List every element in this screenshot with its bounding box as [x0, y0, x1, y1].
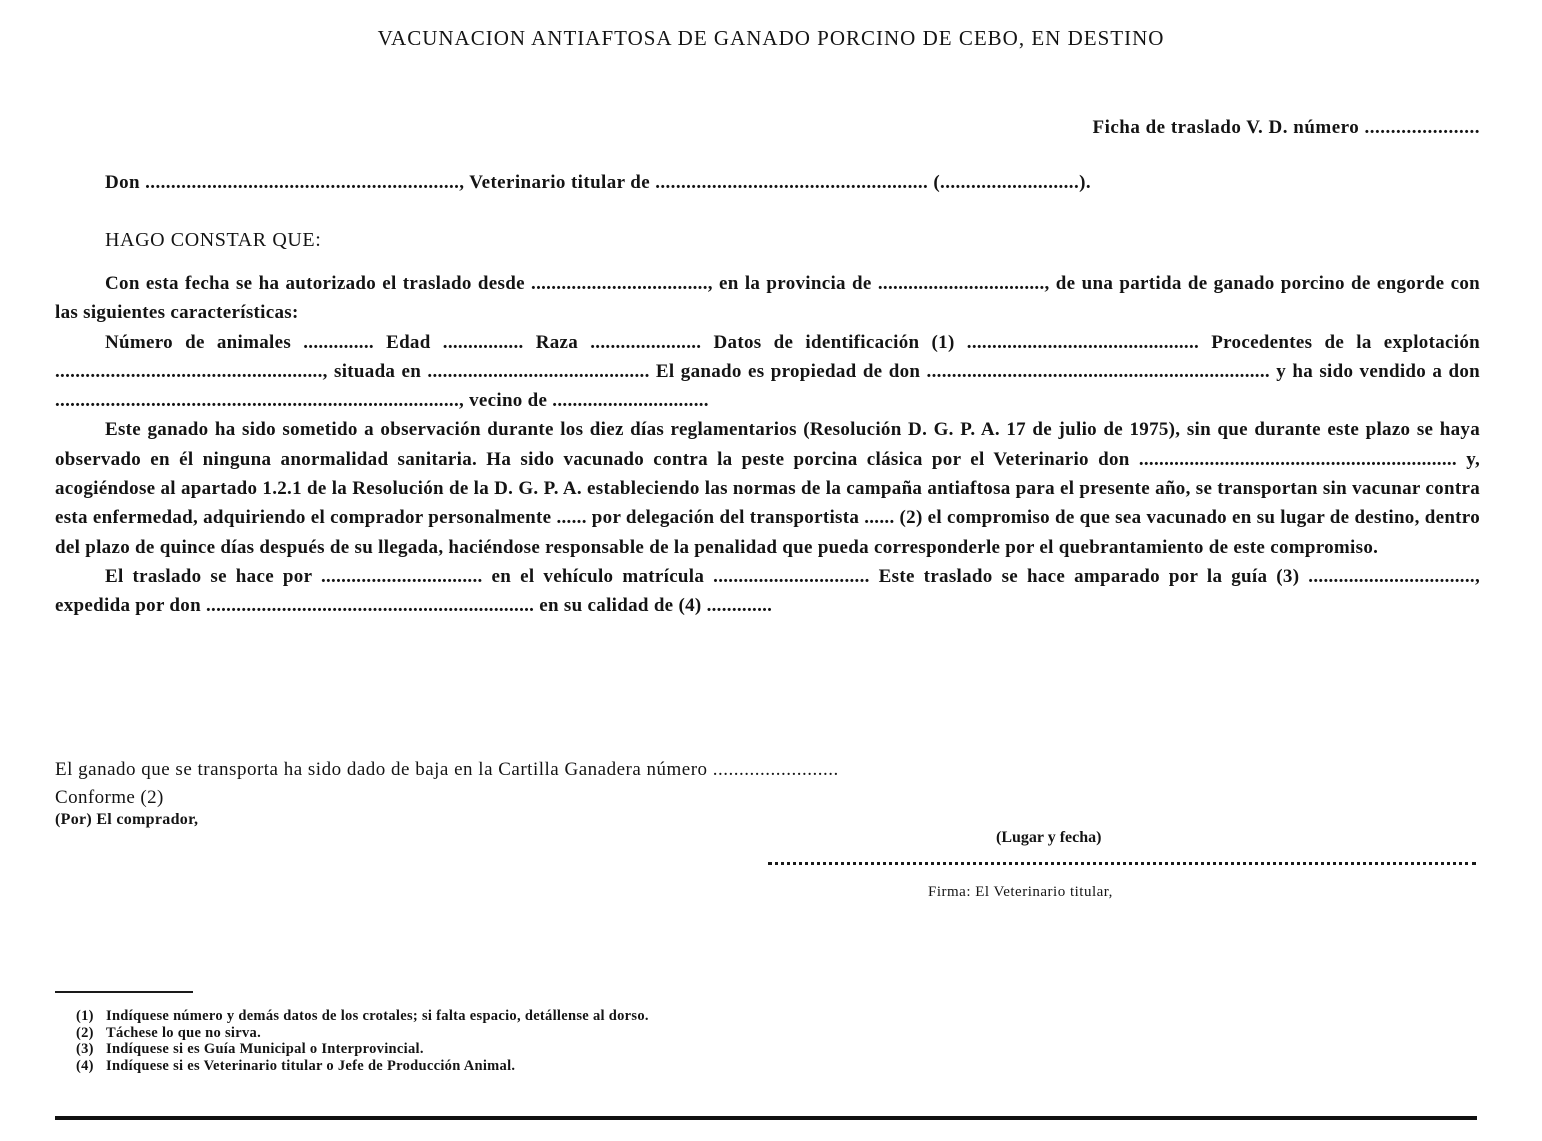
paragraph-transporte: El traslado se hace por ................................ en el vehículo matrícula ............................... Este traslado se hace amparado por la guía (3) ................................., expedida por don ................................................................. en su calidad de (4) ............. — [55, 565, 1480, 617]
footnote-number: (2) — [76, 1024, 94, 1041]
paragraph-traslado: Con esta fecha se ha autorizado el traslado desde ..................................., en la provincia de ................................., de una partida de ganado porcino de engorde con las siguientes características: — [55, 273, 1480, 324]
footnote-number: (4) — [76, 1057, 94, 1074]
paragraph-observacion: Este ganado ha sido sometido a observación durante los diez días reglamentarios (Resolución D. G. P. A. 17 de julio de 1975), sin que durante este plazo se haya observado en él ninguna anormalidad sanitaria. Ha sido vacunado contra la peste porcina clásica por el Veterinario don ............................................................... y, acogiéndose al apartado 1.2.1 de la Resolución de la D. G. P. A. estableciendo las normas de la campaña antiaftosa para el presente año, se transportan sin vacunar contra esta enfermedad, adquiriendo el comprador personalmente ...... por delegación del transportista ...... (2) el compromiso de que sea vacunado en su lugar de destino, dentro del plazo de quince días después de su llegada, haciéndose responsable de la penalidad que pueda corresponderle por el quebrantamiento de este compromiso. — [55, 419, 1480, 558]
footnote-item — [76, 1025, 649, 1042]
footnote-text: Indíquese si es Veterinario titular o Jefe de Producción Animal. — [106, 1057, 516, 1074]
hago-constar-heading: HAGO CONSTAR QUE: — [105, 229, 322, 251]
footnote-number: (3) — [76, 1041, 94, 1057]
lugar-fecha-label: (Lugar y fecha) — [996, 829, 1102, 846]
footnote-rule — [55, 991, 193, 993]
form-body — [55, 269, 1480, 621]
baja-cartilla-line: El ganado que se transporta ha sido dado de baja en la Cartilla Ganadera número ........................ — [55, 759, 839, 780]
bottom-rule — [55, 1116, 1477, 1120]
document-title: VACUNACION ANTIAFTOSA DE GANADO PORCINO DE CEBO, EN DESTINO — [377, 26, 1165, 50]
veterinario-line: Don ............................................................., Veterinario titular de ..................................................... (...........................). — [105, 172, 1091, 193]
footnote-text: Indíquese si es Guía Municipal o Interprovincial. — [106, 1041, 424, 1057]
footnote-text: Indíquese número y demás datos de los crotales; si falta espacio, detállense al dorso. — [106, 1008, 649, 1024]
signature-line — [768, 862, 1476, 865]
firma-label: Firma: El Veterinario titular, — [928, 884, 1113, 900]
footnote-text: Táchese lo que no sirva. — [106, 1024, 262, 1041]
comprador-label: (Por) El comprador, — [55, 811, 199, 828]
conforme-label: Conforme (2) — [55, 787, 164, 808]
footnote-item — [76, 1058, 649, 1075]
paragraph-animales: Número de animales .............. Edad ................ Raza ...................... Datos de identificación (1) .............................................. Procedentes de la explotación ....................................................., situada en ............................................ El ganado es propiedad de don .................................................................... y ha sido vendido a don ................................................................................, vecino de ............................... — [55, 331, 1480, 412]
footnote-item — [76, 1041, 649, 1058]
footnotes — [76, 1008, 649, 1074]
footnote-number: (1) — [76, 1008, 94, 1024]
footnote-item — [76, 1008, 649, 1025]
ficha-traslado-field: Ficha de traslado V. D. número ...................... — [1092, 117, 1480, 138]
